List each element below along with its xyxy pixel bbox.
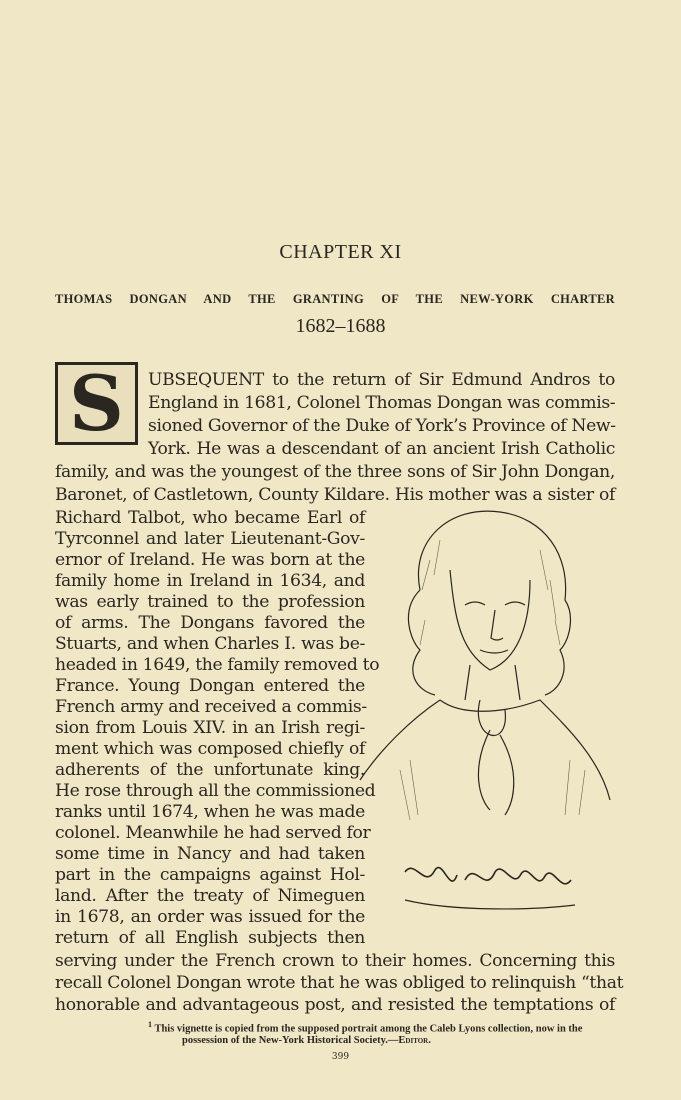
text-line: He rose through all the commissioned (55, 781, 376, 801)
text-line: ernor of Ireland. He was born at the (55, 550, 365, 570)
footnote-editor: Editor. (398, 1035, 431, 1046)
text-line: recall Colonel Dongan wrote that he was obliged to relinquish “that (55, 973, 624, 993)
text-line: ment which was composed chiefly of (55, 739, 365, 759)
text-line: colonel. Meanwhile he had served for (55, 823, 371, 843)
text-line: Tyrconnel and later Lieutenant-Gov- (55, 529, 365, 549)
text-line: was early trained to the profession (55, 592, 365, 612)
drop-cap-ornament (55, 358, 138, 448)
text-line: UBSEQUENT to the return of Sir Edmund Andros to (148, 370, 615, 390)
footnote-line-1 (148, 1018, 582, 1036)
text-line: sion from Louis XIV. in an Irish regi- (55, 718, 365, 738)
text-line: part in the campaigns against Hol- (55, 865, 365, 885)
footnote-line-2 (182, 1034, 431, 1047)
text-line: sioned Governor of the Duke of York’s Province of New- (148, 416, 616, 436)
text-line: York. He was a descendant of an ancient Irish Catholic (148, 439, 615, 459)
signature-image (395, 850, 585, 920)
text-line: of arms. The Dongans favored the (55, 613, 365, 633)
text-line: ranks until 1674, when he was made (55, 802, 365, 822)
chapter-years: 1682–1688 (295, 315, 386, 337)
text-line: headed in 1649, the family removed to (55, 655, 380, 675)
chapter-heading: CHAPTER XI (279, 241, 402, 263)
portrait-engraving (340, 500, 620, 850)
text-line: France. Young Dongan entered the (55, 676, 365, 696)
text-line: family, and was the youngest of the three sons of Sir John Dongan, (55, 462, 615, 482)
text-line: land. After the treaty of Nimeguen (55, 886, 365, 906)
text-line: some time in Nancy and had taken (55, 844, 365, 864)
page-number: 399 (331, 1052, 350, 1062)
text-line: family home in Ireland in 1634, and (55, 571, 365, 591)
footnote-marker: 1 (148, 1020, 152, 1029)
text-line: Stuarts, and when Charles I. was be- (55, 634, 365, 654)
text-line: return of all English subjects then (55, 928, 365, 948)
text-line: Richard Talbot, who became Earl of (55, 508, 365, 528)
text-line: in 1678, an order was issued for the (55, 907, 365, 927)
chapter-title: THOMAS DONGAN AND THE GRANTING OF THE NEW-YORK CHARTER (55, 292, 615, 306)
footnote-text-2: possession of the New-York Historical Society.— (182, 1035, 399, 1046)
text-line: French army and received a commis- (55, 697, 367, 717)
text-line: serving under the French crown to their homes. Concerning this (55, 951, 615, 971)
drop-cap-letter: S (69, 358, 124, 448)
footnote-text: This vignette is copied from the supposed portrait among the Caleb Lyons collection, now in the (154, 1023, 583, 1035)
text-line: adherents of the unfortunate king. (55, 760, 365, 780)
text-line: honorable and advantageous post, and resisted the temptations of (55, 995, 615, 1015)
text-line: England in 1681, Colonel Thomas Dongan was commis- (148, 393, 616, 413)
text-line: Baronet, of Castletown, County Kildare. His mother was a sister of (55, 485, 615, 505)
